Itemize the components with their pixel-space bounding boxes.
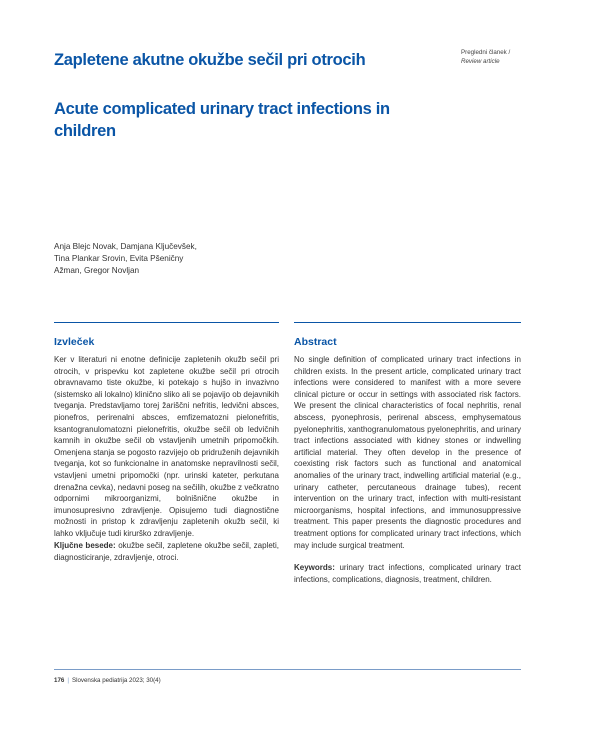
footer xyxy=(54,677,161,684)
divider-right xyxy=(294,322,521,323)
abstract-body: No single definition of complicated urinary tract infections in children exists. In the present article, complicated urinary tract infections were considered to manifest with a more severe clinical picture or occur in settings with associated risk factors. We present the clinical characteristics of focal nephritis, renal abscess, pyonephrosis, perirenal abscess, emphysematous pyelonephritis, xanthogranulomatous pyelonephritis, and urinary tract infections associated with kidney stones or indwelling artificial material. They often develop in the presence of coexisting risk factors such as functional and anatomical anomalies of the urinary tract, indwelling artificial material (e.g., urinary catheter, percutaneous drainage tubes), recent intervention on the urinary tract, infection with multi-resistant microorganisms, hospital infections, and immunosuppressive treatment. This paper presents the diagnostic procedures and treatment options for complicated urinary tract infections, which may include surgical treatment. xyxy=(294,355,521,550)
title-english: Acute complicated urinary tract infections in children xyxy=(54,100,390,140)
footer-separator: | xyxy=(67,677,69,684)
footer-divider xyxy=(54,669,521,670)
article-type-en: Review article xyxy=(461,58,500,65)
authors-line-3: Ažman, Gregor Novljan xyxy=(54,266,140,275)
abstract-heading: Abstract xyxy=(294,336,337,348)
abstract-keywords-label: Keywords: xyxy=(294,563,335,572)
izvlecek-keywords-label: Ključne besede: xyxy=(54,541,116,550)
izvlecek-heading: Izvleček xyxy=(54,336,95,348)
article-type-sl: Pregledni članek / xyxy=(461,49,511,56)
authors xyxy=(54,241,334,277)
izvlecek-keywords xyxy=(54,540,279,563)
authors-line-1: Anja Blejc Novak, Damjana Ključevšek, xyxy=(54,242,197,251)
journal-citation: Slovenska pediatrija 2023; 30(4) xyxy=(71,677,161,684)
izvlecek-keywords-text: okužbe sečil, zapletene okužbe sečil, zapleti, diagnosticiranje, zdravljenje, otroci. xyxy=(54,541,279,562)
abstract-keywords-text: urinary tract infections, complicated urinary tract infections, complications, diagnosis, treatment, children. xyxy=(294,563,521,584)
title-slovene: Zapletene akutne okužbe sečil pri otrocih xyxy=(54,51,366,69)
izvlecek-body: Ker v literaturi ni enotne definicije zapletenih okužb sečil pri otrocih, v prispevku kot zapletene okužbe sečil pri otrocih obravnavamo tiste okužbe, ki potekajo s hujšo in invazivno (sistemsko ali lokalno) klinično sliko ali se pojavijo ob dejavnikih tveganja. Predstavljamo torej žariščni nefritis, ledvični absces, pionefros, perirenalni absces, emfizematozni pielonefritis, ksantogranulomatozni pielonefritis, okužbe sečil ob ledvičnih kamnih in okužbe sečil ob vstavljenih umetnih pripomočkih. Omenjena stanja se pogosto razvijejo ob pridruženih dejavnikih tveganja, kot so funkcionalne in anatomske nepravilnosti sečil, vstavljeni umetni pripomočki (npr. urinski kateter, perkutana drenažna cevka), nedavni poseg na sečilih, okužbe z večkratno odpornimi mikroorganizmi, bolnišnične okužbe in imunosupresivno zdravljenje. Opisujemo tudi diagnostične možnosti in pristop k zdravljenju zapletenih okužb sečil, ki lahko vključuje tudi kirurško zdravljenje. xyxy=(54,355,279,538)
divider-left xyxy=(54,322,279,323)
authors-line-2: Tina Plankar Srovin, Evita Pšeničny xyxy=(54,254,184,263)
page-number: 176 xyxy=(54,677,65,684)
article-type-label xyxy=(461,48,581,66)
abstract-keywords xyxy=(294,562,521,585)
